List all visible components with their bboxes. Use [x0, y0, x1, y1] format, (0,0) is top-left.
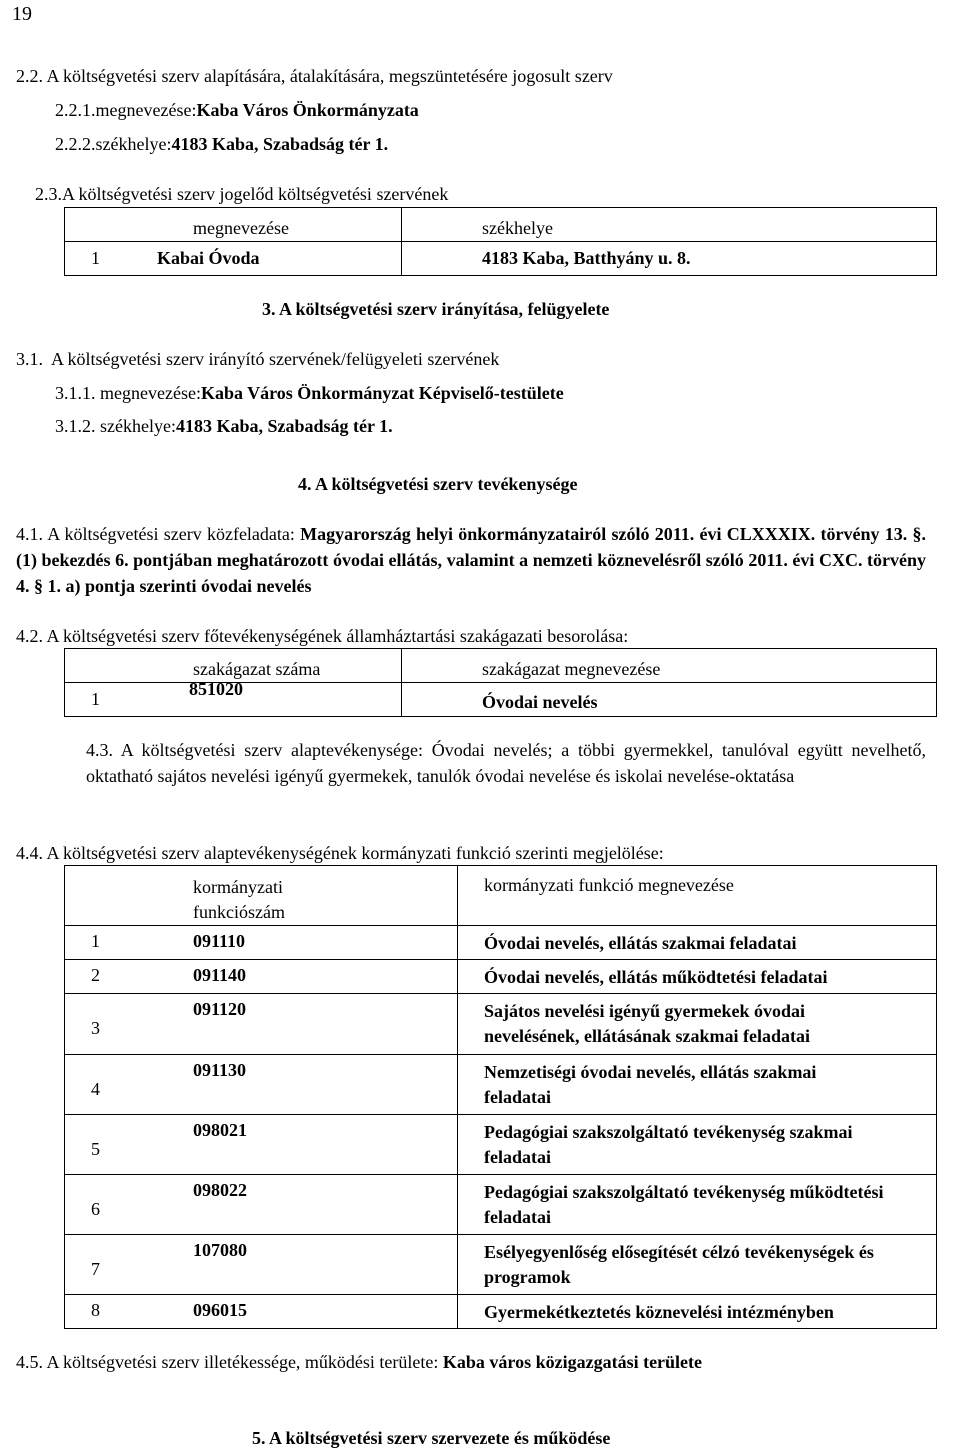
- table-cell: [458, 960, 937, 994]
- row-number: 1: [91, 931, 100, 951]
- table-cell: [458, 926, 937, 960]
- table-cell: [65, 926, 458, 960]
- row-number: 2: [91, 965, 100, 985]
- row-number: 5: [91, 1139, 100, 1159]
- table-row: [65, 1175, 937, 1235]
- table-cell: [65, 242, 402, 276]
- table-cell: [65, 1055, 458, 1115]
- section-2-2-2-label: 2.2.2.székhelye:: [55, 134, 172, 154]
- table-header-cell: kormányzati funkció megnevezése: [458, 866, 937, 926]
- function-code: 091130: [193, 1060, 247, 1080]
- table-header-cell: székhelye: [402, 208, 937, 242]
- section-3-1-2-label: 3.1.2. székhelye:: [55, 416, 176, 436]
- table-cell: [402, 683, 937, 717]
- function-table-body: [65, 926, 937, 1329]
- table-row: [65, 1295, 937, 1329]
- section-4-5-value: Kaba város közigazgatási területe: [442, 1352, 703, 1372]
- table-cell: [458, 1055, 937, 1115]
- row-number: 1: [91, 689, 100, 709]
- section-3-1-1-value: Kaba Város Önkormányzat Képviselő-testülete: [200, 383, 564, 403]
- predecessor-table: [64, 207, 937, 276]
- section-2-3-heading: 2.3.A költségvetési szerv jogelőd költségvetési szervének: [35, 184, 449, 204]
- table-row: [65, 1115, 937, 1175]
- section-4-1-paragraph: [16, 521, 926, 599]
- table-cell: [65, 1115, 458, 1175]
- function-code: 098022: [193, 1180, 247, 1200]
- table-cell: [458, 994, 937, 1055]
- section-3-1-2-line: [55, 416, 393, 438]
- table-cell: [65, 1175, 458, 1235]
- function-name: Nemzetiségi óvodai nevelés, ellátás szakmai feladatai: [484, 1062, 817, 1107]
- section-4-4-heading: 4.4. A költségvetési szerv alaptevékenységének kormányzati funkció szerinti megjelölése:: [16, 843, 664, 863]
- table-cell: [458, 1235, 937, 1295]
- table-cell: [65, 994, 458, 1055]
- table-header-cell: kormányzati funkciószám: [65, 866, 458, 926]
- table-row: [65, 242, 937, 276]
- table-header-row: [65, 866, 937, 926]
- section-2-2-1-line: [55, 100, 419, 122]
- section-4-2-heading: 4.2. A költségvetési szerv főtevékenységének államháztartási szakágazati besorolása:: [16, 626, 629, 646]
- sector-name: Óvodai nevelés: [482, 692, 598, 712]
- table-row: [65, 926, 937, 960]
- function-name: Pedagógiai szakszolgáltató tevékenység szakmai feladatai: [484, 1122, 853, 1167]
- predecessor-seat: 4183 Kaba, Batthyány u. 8.: [482, 248, 691, 268]
- section-2-2-2-line: [55, 134, 388, 156]
- table-row: [65, 960, 937, 994]
- table-cell: [458, 1175, 937, 1235]
- row-number: 4: [91, 1079, 100, 1099]
- table-cell: [458, 1295, 937, 1329]
- function-name: Pedagógiai szakszolgáltató tevékenység működtetési feladatai: [484, 1182, 884, 1227]
- table-row: [65, 1055, 937, 1115]
- function-code: 107080: [193, 1240, 247, 1260]
- function-code: 098021: [193, 1120, 247, 1140]
- table-cell: [65, 1295, 458, 1329]
- function-name: Óvodai nevelés, ellátás szakmai feladatai: [484, 933, 797, 953]
- section-4-1-prefix: 4.1. A költségvetési szerv közfeladata:: [16, 524, 301, 544]
- section-4-5-prefix: 4.5. A költségvetési szerv illetékessége, működési területe:: [16, 1352, 443, 1372]
- table-cell: [65, 1235, 458, 1295]
- section-4-5-line: [16, 1352, 702, 1374]
- section-3-1-1-line: [55, 383, 564, 405]
- section-2-2-1-label: 2.2.1.megnevezése:: [55, 100, 197, 120]
- row-number: 3: [91, 1018, 100, 1038]
- table-row: [65, 683, 937, 717]
- function-name: Óvodai nevelés, ellátás működtetési feladatai: [484, 967, 828, 987]
- section-5-title: 5. A költségvetési szerv szervezete és működése: [252, 1428, 611, 1448]
- section-3-1-1-label: 3.1.1. megnevezése:: [55, 383, 201, 403]
- table-cell: [458, 1115, 937, 1175]
- function-name: Esélyegyenlőség elősegítését célzó tevékenységek és programok: [484, 1242, 874, 1287]
- table-header-row: [65, 649, 937, 683]
- function-table: [64, 865, 937, 1329]
- section-3-1-line: 3.1. A költségvetési szerv irányító szervének/felügyeleti szervének: [16, 349, 500, 369]
- table-cell: [65, 679, 402, 717]
- function-name: Sajátos nevelési igényű gyermekek óvodai nevelésének, ellátásának szakmai feladatai: [484, 1001, 810, 1046]
- table-header-cell: szakágazat megnevezése: [402, 649, 937, 683]
- table-header-row: [65, 208, 937, 242]
- function-name: Gyermekétkeztetés köznevelési intézményben: [484, 1302, 834, 1322]
- table-cell: [402, 242, 937, 276]
- row-number: 8: [91, 1300, 100, 1320]
- function-code: 091110: [193, 931, 246, 951]
- row-number: 6: [91, 1199, 100, 1219]
- section-4-title: 4. A költségvetési szerv tevékenysége: [298, 474, 578, 494]
- table-header-cell: szakágazat száma: [65, 649, 402, 683]
- predecessor-name: Kabai Óvoda: [157, 248, 260, 268]
- section-3-1-2-value: 4183 Kaba, Szabadság tér 1.: [175, 416, 393, 436]
- section-2-2-1-value: Kaba Város Önkormányzata: [196, 100, 419, 120]
- section-3-title: 3. A költségvetési szerv irányítása, felügyelete: [262, 299, 610, 319]
- table-cell: [65, 960, 458, 994]
- table-row: [65, 1235, 937, 1295]
- row-number: 1: [91, 248, 100, 268]
- section-2-2-2-value: 4183 Kaba, Szabadság tér 1.: [171, 134, 389, 154]
- function-code: 091120: [193, 999, 247, 1019]
- function-code: 096015: [193, 1300, 247, 1320]
- sector-code: 851020: [189, 679, 243, 699]
- table-row: [65, 994, 937, 1055]
- function-code: 091140: [193, 965, 247, 985]
- row-number: 7: [91, 1259, 100, 1279]
- section-2-2-heading: 2.2. A költségvetési szerv alapítására, átalakítására, megszüntetésére jogosult szerv: [16, 66, 613, 86]
- sector-table: [64, 648, 937, 717]
- section-4-1-text: Magyarország helyi önkormányzatairól szóló 2011. évi CLXXXIX. törvény 13. §. (1) bekezdés 6. pontjában meghatározott óvodai ellátás, valamint a nemzeti köznevelésről szóló 2011. évi CXC. törvény 4. § 1. a) pontja szerinti óvodai nevelés: [16, 524, 926, 596]
- page-number: 19: [12, 3, 32, 25]
- table-header-cell: megnevezése: [65, 208, 402, 242]
- section-4-3-paragraph: 4.3. A költségvetési szerv alaptevékenysége: Óvodai nevelés; a többi gyermekkel, tanulóval együtt nevelhető, oktatható sajátos nevelési igényű gyermekek, tanulók óvodai nevelése és iskolai nevelése-oktatása: [86, 740, 926, 786]
